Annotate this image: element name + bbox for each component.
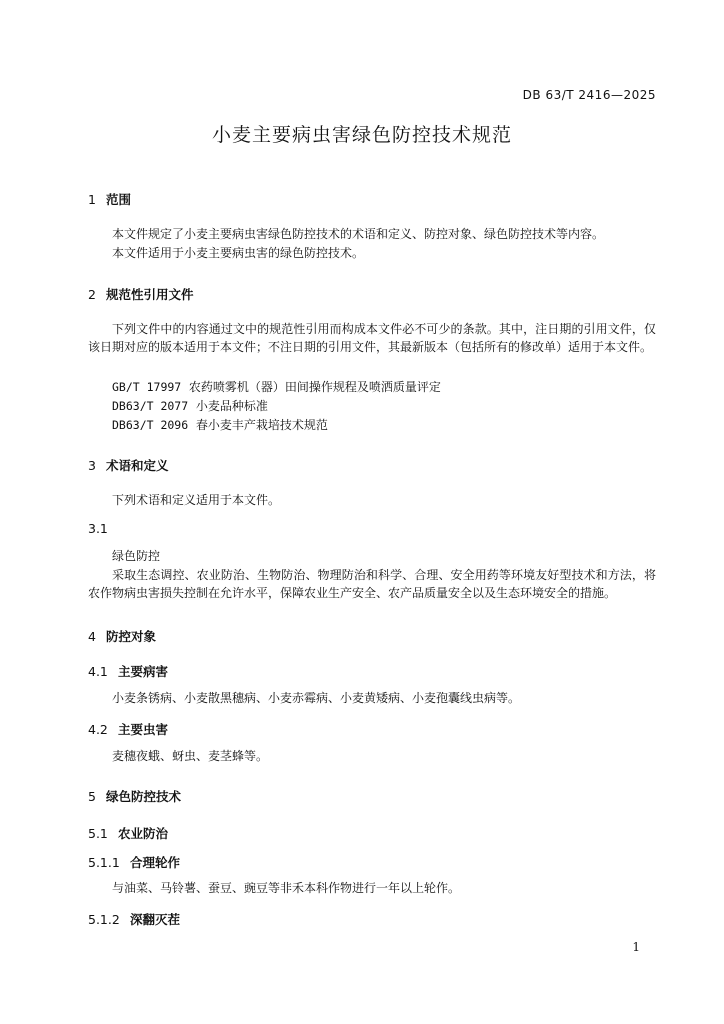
section-1-heading (88, 190, 131, 208)
page-number: 1 (632, 940, 640, 954)
section-title: 术语和定义 (106, 458, 169, 473)
section-title: 合理轮作 (130, 855, 181, 870)
section-number: 3 (88, 458, 96, 473)
reference-item (112, 397, 268, 414)
section-2-heading (88, 285, 194, 303)
section-number: 3.1 (88, 521, 108, 536)
section-number: 5.1 (88, 826, 108, 841)
section-number: 4 (88, 629, 96, 644)
section-5-heading (88, 787, 181, 805)
reference-code: DB63/T 2077 (112, 399, 189, 413)
reference-code: GB/T 17997 (112, 380, 182, 394)
subsection-4-2-heading (88, 720, 168, 738)
standard-code: DB 63/T 2416—2025 (522, 88, 656, 102)
document-title: 小麦主要病虫害绿色防控技术规范 (211, 124, 512, 146)
term-name: 绿色防控 (112, 549, 161, 563)
section-title: 规范性引用文件 (106, 287, 194, 302)
paragraph: 下列术语和定义适用于本文件。 (112, 493, 281, 507)
subsection-5-1-1-heading (88, 853, 180, 871)
section-title: 范围 (106, 192, 132, 207)
paragraph: 本文件适用于小麦主要病虫害的绿色防控技术。 (112, 246, 365, 260)
section-title: 农业防治 (118, 826, 169, 841)
paragraph: 麦穗夜蛾、蚜虫、麦茎蜂等。 (112, 749, 269, 763)
subsection-4-1-heading (88, 662, 168, 680)
subsection-5-1-2-heading (88, 910, 180, 928)
term-definition: 采取生态调控、农业防治、生物防治、物理防治和科学、合理、安全用药等环境友好型技术和方法，将农作物病虫害损失控制在允许水平，保障农业生产安全、农产品质量安全以及生态环境安全的措施。 (88, 568, 656, 600)
section-number: 4.2 (88, 722, 108, 737)
section-4-heading (88, 627, 156, 645)
section-number: 4.1 (88, 664, 108, 679)
reference-item (112, 378, 441, 395)
section-title: 绿色防控技术 (106, 789, 182, 804)
paragraph: 与油菜、马铃薯、蚕豆、豌豆等非禾本科作物进行一年以上轮作。 (112, 881, 461, 895)
section-title: 深翻灭茬 (130, 912, 181, 927)
reference-title: 农药喷雾机（器）田间操作规程及喷洒质量评定 (188, 380, 441, 394)
section-title: 主要病害 (118, 664, 169, 679)
section-number: 5.1.2 (88, 912, 120, 927)
reference-title: 小麦品种标准 (195, 399, 268, 413)
paragraph: 小麦条锈病、小麦散黑穗病、小麦赤霉病、小麦黄矮病、小麦孢囊线虫病等。 (112, 691, 521, 705)
paragraph: 本文件规定了小麦主要病虫害绿色防控技术的术语和定义、防控对象、绿色防控技术等内容。 (112, 227, 605, 241)
paragraph: 下列文件中的内容通过文中的规范性引用而构成本文件必不可少的条款。其中，注日期的引用文件，仅该日期对应的版本适用于本文件；不注日期的引用文件，其最新版本（包括所有的修改单）适用于本文件。 (88, 322, 656, 354)
subsection-5-1-heading (88, 824, 168, 842)
reference-title: 春小麦丰产栽培技术规范 (195, 418, 328, 432)
reference-code: DB63/T 2096 (112, 418, 189, 432)
subsection-3-1-heading (88, 521, 108, 536)
section-title: 防控对象 (106, 629, 157, 644)
section-number: 1 (88, 192, 96, 207)
section-number: 5.1.1 (88, 855, 120, 870)
section-3-heading (88, 456, 169, 474)
reference-item (112, 416, 328, 433)
section-number: 2 (88, 287, 96, 302)
section-title: 主要虫害 (118, 722, 169, 737)
section-number: 5 (88, 789, 96, 804)
